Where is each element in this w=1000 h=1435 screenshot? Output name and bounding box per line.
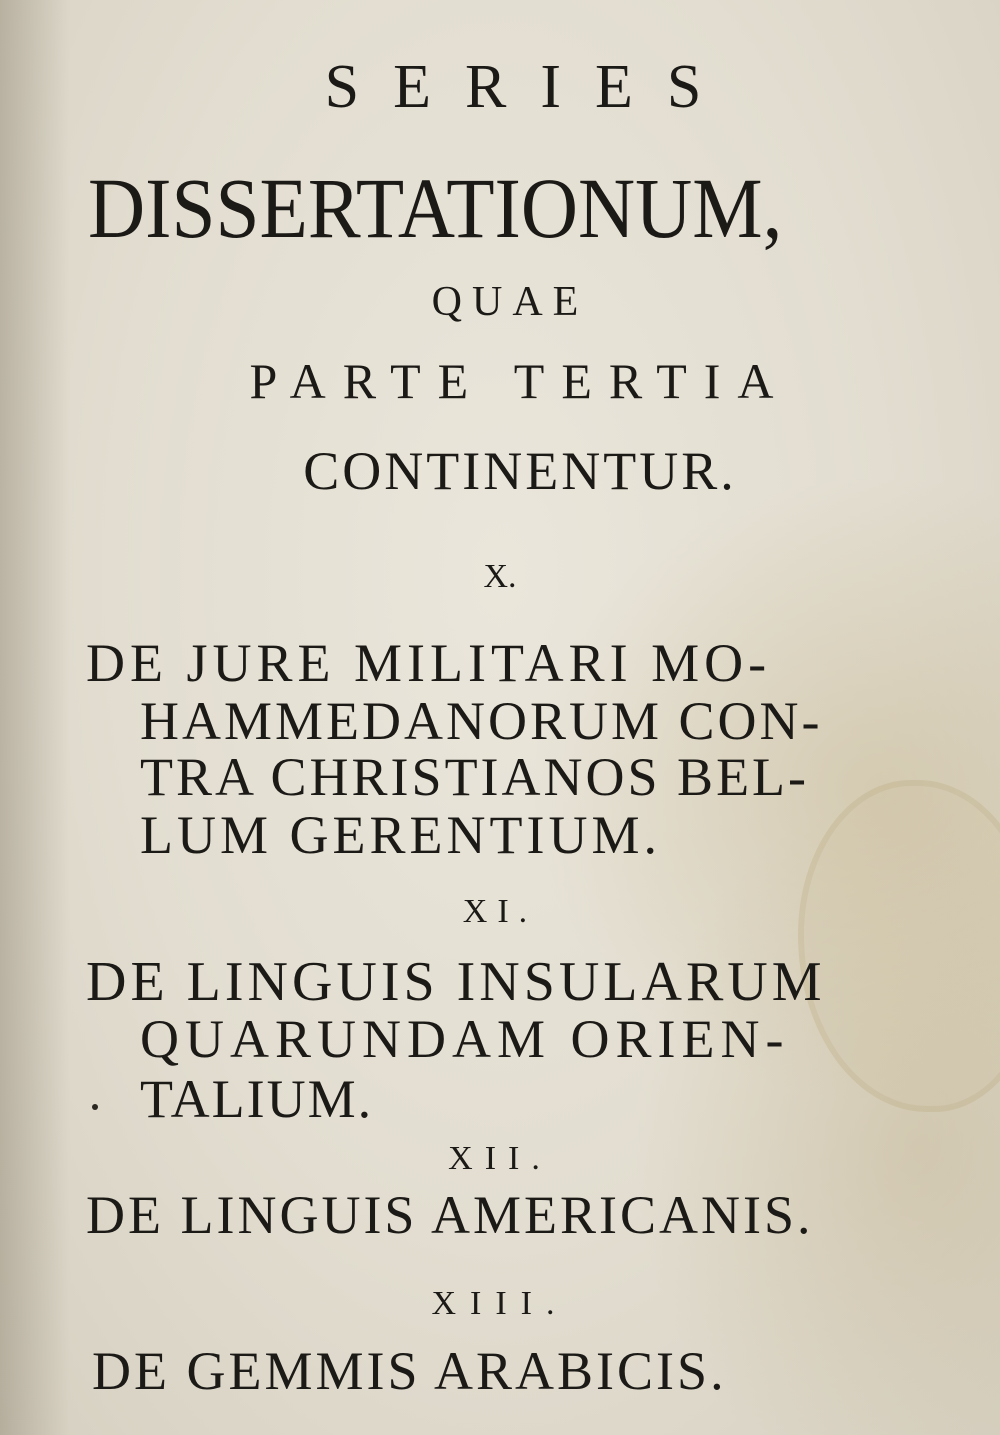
heading-parte-tertia: PARTE TERTIA <box>249 353 791 409</box>
entry-numeral-xi: XI. <box>462 893 538 930</box>
entry-x-line-2: HAMMEDANORUM CON- <box>140 691 823 751</box>
entry-xiii-line-1: DE GEMMIS ARABICIS. <box>92 1341 727 1401</box>
heading-dissertationum: DISSERTATIONUM, <box>88 160 783 256</box>
heading-continentur: CONTINENTUR. <box>303 441 737 501</box>
ink-speck <box>92 1104 98 1110</box>
entry-x-line-1: DE JURE MILITARI MO- <box>86 633 772 693</box>
entry-x-line-3: TRA CHRISTIANOS BEL- <box>140 747 810 807</box>
entry-numeral-xii: XII. <box>448 1140 552 1177</box>
entry-xi-line-1: DE LINGUIS INSULARUM <box>86 951 826 1013</box>
heading-series: SERIES <box>324 53 736 121</box>
entry-xi-line-3: TALIUM. <box>140 1069 374 1129</box>
heading-quae: QUAE <box>431 279 589 325</box>
entry-numeral-x: X. <box>483 558 517 595</box>
entry-numeral-xiii: XIII. <box>431 1285 569 1322</box>
water-stain <box>798 780 1000 1112</box>
entry-x-line-4: LUM GERENTIUM. <box>140 805 661 865</box>
entry-xii-line-1: DE LINGUIS AMERICANIS. <box>86 1185 814 1245</box>
entry-xi-line-2: QUARUNDAM ORIEN- <box>140 1009 790 1069</box>
